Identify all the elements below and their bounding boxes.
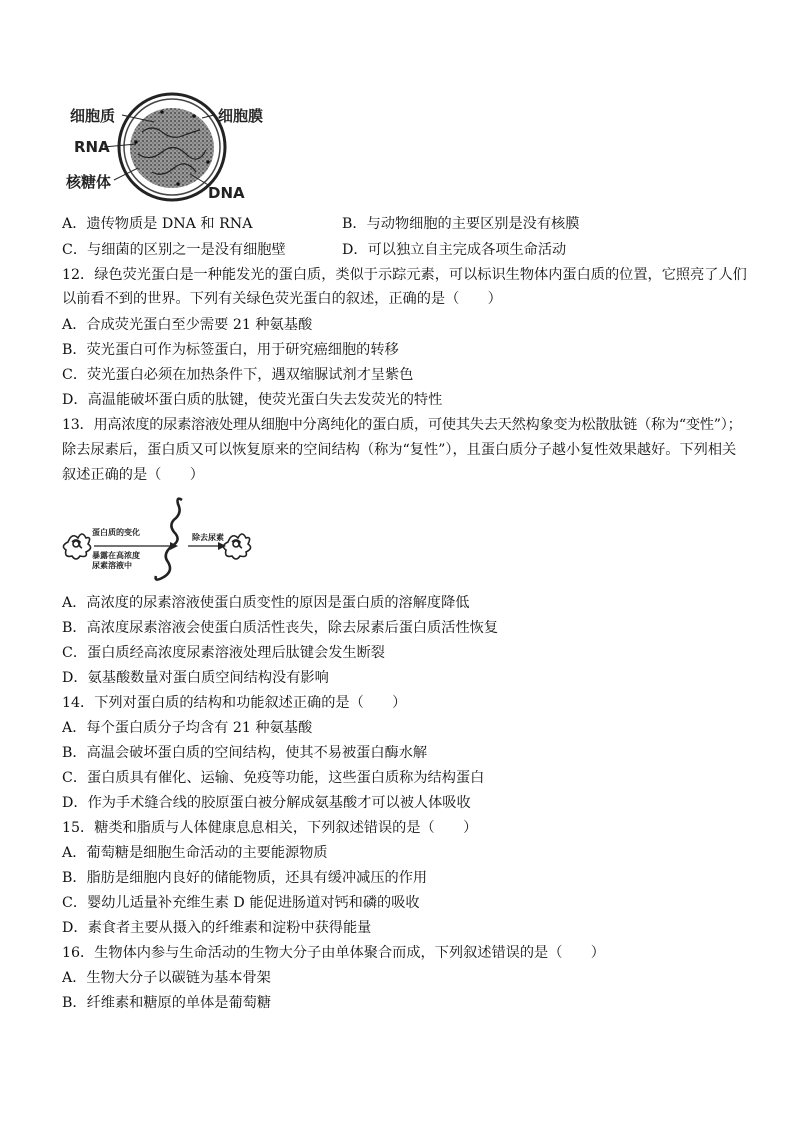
label-exposed-line-2: 尿素溶液中 [92, 561, 132, 570]
q15-option-b[interactable]: B．脂肪是细胞内良好的储能物质，还具有缓冲减压的作用 [62, 870, 428, 886]
q12-stem-line-2: 以前看不到的世界。下列有关绿色荧光蛋白的叙述，正确的是（ ） [62, 291, 502, 307]
q15-option-a[interactable]: A．葡萄糖是细胞生命活动的主要能源物质 [62, 845, 328, 861]
label-cytoplasm: 细胞质 [70, 107, 116, 125]
q13-option-c[interactable]: C．蛋白质经高浓度尿素溶液处理后肽键会发生断裂 [62, 645, 385, 661]
q16-option-b[interactable]: B．纤维素和糖原的单体是葡萄糖 [62, 995, 272, 1011]
q14-option-d[interactable]: D．作为手术缝合线的胶原蛋白被分解成氨基酸才可以被人体吸收 [62, 795, 471, 811]
q13-stem-line-2: 除去尿素后，蛋白质又可以恢复原来的空间结构（称为“复性”），且蛋白质分子越小复性效果越好。下列相关 [62, 442, 737, 458]
protein-denaturation-figure [62, 494, 272, 584]
q11-option-d[interactable]: D．可以独立自主完成各项生命活动 [342, 242, 567, 258]
q12-option-c[interactable]: C．荧光蛋白必须在加热条件下，遇双缩脲试剂才呈紫色 [62, 367, 414, 383]
q11-option-a[interactable]: A．遗传物质是 DNA 和 RNA [62, 216, 253, 232]
q13-option-a[interactable]: A．高浓度的尿素溶液使蛋白质变性的原因是蛋白质的溶解度降低 [62, 595, 470, 611]
q14-option-a[interactable]: A．每个蛋白质分子均含有 21 种氨基酸 [62, 720, 313, 736]
q12-option-d[interactable]: D．高温能破坏蛋白质的肽键，使荧光蛋白失去发荧光的特性 [62, 392, 443, 408]
q12-option-a[interactable]: A．合成荧光蛋白至少需要 21 种氨基酸 [62, 317, 313, 333]
q14-option-b[interactable]: B．高温会破坏蛋白质的空间结构，使其不易被蛋白酶水解 [62, 745, 428, 761]
q16-stem-line-1: 16．生物体内参与生命活动的生物大分子由单体聚合而成，下列叙述错误的是（ ） [62, 945, 605, 961]
q13-stem-line-1: 13．用高浓度的尿素溶液处理从细胞中分离纯化的蛋白质，可使其失去天然构象变为松散肽链（称为“变性”）； [62, 417, 742, 433]
q14-stem-line-1: 14．下列对蛋白质的结构和功能叙述正确的是（ ） [62, 695, 407, 711]
q11-option-b[interactable]: B．与动物细胞的主要区别是没有核膜 [342, 216, 580, 232]
cell-diagram-figure [66, 92, 276, 204]
q15-option-c[interactable]: C．婴幼儿适量补充维生素 D 能促进肠道对钙和磷的吸收 [62, 895, 420, 911]
label-cell-membrane: 细胞膜 [218, 107, 264, 125]
label-protein-change: 蛋白质的变化 [92, 528, 140, 537]
q15-option-d[interactable]: D．素食者主要从摄入的纤维素和淀粉中获得能量 [62, 920, 372, 936]
q12-option-b[interactable]: B．荧光蛋白可作为标签蛋白，用于研究癌细胞的转移 [62, 342, 399, 358]
q12-stem-line-1: 12．绿色荧光蛋白是一种能发光的蛋白质，类似于示踪元素，可以标识生物体内蛋白质的位置，它照亮了人们 [62, 267, 747, 283]
q13-option-b[interactable]: B．高浓度尿素溶液会使蛋白质活性丧失，除去尿素后蛋白质活性恢复 [62, 620, 499, 636]
q13-option-d[interactable]: D．氨基酸数量对蛋白质空间结构没有影响 [62, 670, 329, 686]
label-exposed-line-1: 暴露在高浓度 [92, 551, 140, 560]
label-dna: DNA [208, 184, 245, 202]
label-rna: RNA [74, 138, 110, 156]
q16-option-a[interactable]: A．生物大分子以碳链为基本骨架 [62, 970, 271, 986]
label-remove-urea: 除去尿素 [192, 533, 224, 542]
label-ribosome: 核糖体 [66, 173, 112, 191]
q15-stem-line-1: 15．糖类和脂质与人体健康息息相关，下列叙述错误的是（ ） [62, 820, 478, 836]
q11-option-c[interactable]: C．与细菌的区别之一是没有细胞壁 [62, 242, 286, 258]
q14-option-c[interactable]: C．蛋白质具有催化、运输、免疫等功能，这些蛋白质称为结构蛋白 [62, 770, 485, 786]
q13-stem-line-3: 叙述正确的是（ ） [62, 467, 204, 483]
